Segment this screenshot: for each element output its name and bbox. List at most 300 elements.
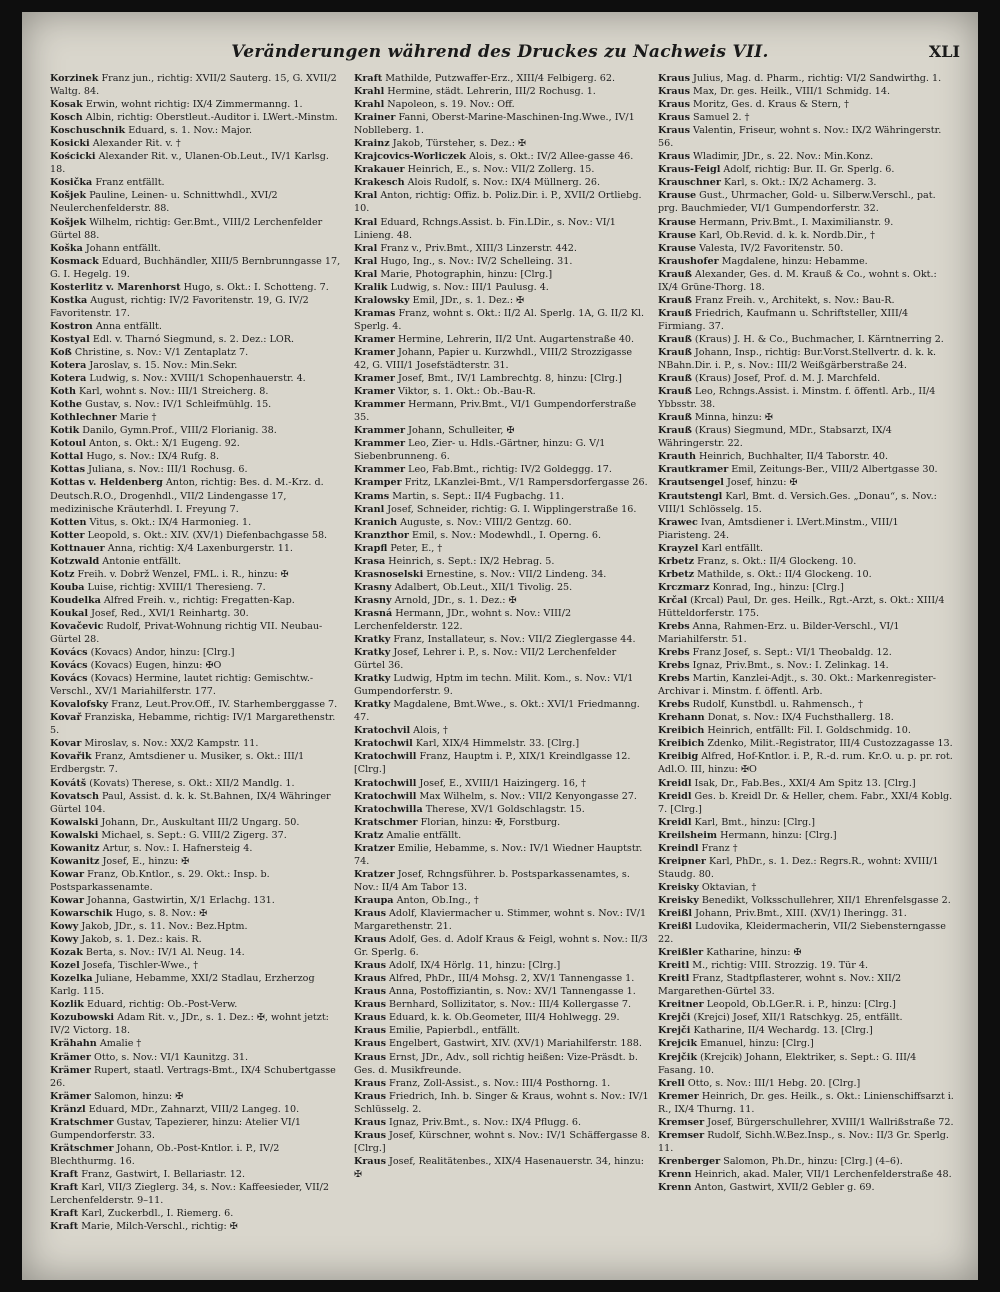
directory-entry xyxy=(658,568,954,581)
directory-entry xyxy=(354,633,650,646)
entry-text: Alois Rudolf, s. Nov.: IX/4 Müllnerg. 26. xyxy=(404,177,601,189)
entry-surname: Krauß xyxy=(658,294,692,306)
entry-surname: Krauß xyxy=(658,412,692,424)
entry-surname: Krayzel xyxy=(658,542,699,554)
entry-surname: Kreißler xyxy=(658,947,704,959)
entry-surname: Kreisky xyxy=(658,894,699,906)
entry-text: (Krcal) Paul, Dr. ges. Heilk., Rgt.-Arzt, s. Okt.: XIII/4 Hütteldorferstr. 175. xyxy=(658,594,945,619)
entry-text: Jakob, s. 1. Dez.: kais. R. xyxy=(78,934,202,946)
entry-text: Miroslav, s. Nov.: XX/2 Kampstr. 11. xyxy=(81,738,259,750)
entry-surname: Kraft xyxy=(50,1181,79,1193)
directory-entry xyxy=(50,72,346,98)
entry-text: Anton, richtig: Bes. d. M.-Krz. d. Deutsch.R.O., Drogenhdl., VII/2 Lindengasse 17, medizinische Kräuterhdl. I. Freyung 7. xyxy=(50,477,324,515)
entry-surname: Krajcovics-Worliczek xyxy=(354,151,467,163)
entry-text: Josef, Red., XVI/1 Reinhartg. 30. xyxy=(88,607,249,619)
entry-text: Franz, Hauptm i. P., XIX/1 Kreindlgasse 12. [Clrg.] xyxy=(354,751,631,776)
entry-text: Valentin, Friseur, wohnt s. Nov.: IX/2 Währingerstr. 56. xyxy=(658,125,942,150)
directory-entry xyxy=(354,255,650,268)
entry-text: Friedrich, Inh. b. Singer & Kraus, wohnt s. Nov.: IV/1 Schlüsselg. 2. xyxy=(354,1090,649,1115)
directory-entry xyxy=(50,359,346,372)
entry-surname: Kral xyxy=(354,190,378,202)
entry-text: Peter, E., † xyxy=(387,542,443,554)
entry-text: Franz entfällt. xyxy=(92,177,165,189)
entry-surname: Kratochvil xyxy=(354,725,411,737)
entry-text: Fanni, Oberst-Marine-Maschinen-Ing.Wwe., IV/1 Noblleberg. 1. xyxy=(354,112,635,137)
entry-text: Adolf, Klaviermacher u. Stimmer, wohnt s. Nov.: IV/1 Margarethenstr. 21. xyxy=(354,908,647,933)
entry-text: Franz, Installateur, s. Nov.: VII/2 Zieglergasse 44. xyxy=(390,634,636,646)
entry-surname: Kral xyxy=(354,216,378,228)
entry-text: Alexander Rit. v. † xyxy=(89,138,181,150)
column-1 xyxy=(50,72,346,1270)
entry-surname: Krähahn xyxy=(50,1038,97,1050)
entry-surname: Krauß xyxy=(658,373,692,385)
entry-text: Antonie entfällt. xyxy=(99,555,182,567)
entry-surname: Krauß xyxy=(658,268,692,280)
entry-text: Freih. v. Dobrž Wenzel, FML. i. R., hinzu: ✠ xyxy=(74,568,289,580)
entry-text: M., richtig: VIII. Strozzig. 19. Tür 4. xyxy=(689,960,869,972)
entry-text: Josef, Schneider, richtig: G. I. Wipplingerstraße 16. xyxy=(384,503,637,515)
entry-surname: Krasa xyxy=(354,555,386,567)
entry-text: Max Wilhelm, s. Nov.: VII/2 Kenyongasse 27. xyxy=(416,790,637,802)
entry-text: Salomon, hinzu: ✠ xyxy=(90,1090,184,1102)
entry-surname: Krauß xyxy=(658,346,692,358)
directory-page xyxy=(22,12,978,1280)
entry-surname: Krainz xyxy=(354,138,390,150)
directory-entry xyxy=(354,1037,650,1050)
entry-surname: Kostka xyxy=(50,294,88,306)
directory-entry xyxy=(658,85,954,98)
directory-entry xyxy=(50,829,346,842)
entry-text: Anna, Rahmen-Erz. u. Bilder-Verschl., VI/1 Mariahilferstr. 51. xyxy=(658,620,900,646)
entry-surname: Kostron xyxy=(50,320,93,332)
entry-text: Benedikt, Volksschullehrer, XII/1 Ehrenfelsgasse 2. xyxy=(698,894,951,906)
directory-entry xyxy=(50,816,346,829)
entry-text: Heinrich, s. Sept.: IX/2 Hebrag. 5. xyxy=(385,555,555,567)
entry-surname: Krautsengel xyxy=(658,477,724,489)
directory-entry xyxy=(50,646,346,659)
entry-surname: Krejčik xyxy=(658,1051,698,1063)
entry-surname: Kosicki xyxy=(50,138,90,150)
entry-surname: Kovács xyxy=(50,673,88,685)
entry-surname: Kraus xyxy=(658,125,690,137)
entry-surname: Kratzer xyxy=(354,868,395,880)
entry-surname: Kreindl xyxy=(658,842,699,854)
directory-entry xyxy=(658,463,954,476)
entry-text: Franz jun., richtig: XVII/2 Sauterg. 15, G. XVII/2 Waltg. 84. xyxy=(50,73,337,98)
entry-surname: Kratzer xyxy=(354,842,395,854)
entry-surname: Kralik xyxy=(354,281,388,293)
entry-text: Heinrich, akad. Maler, VII/1 Lerchenfelderstraße 48. xyxy=(691,1168,952,1180)
entry-surname: Kratky xyxy=(354,699,391,711)
entry-text: Hermann, Priv.Bmt., I. Maximilianstr. 9. xyxy=(696,216,894,228)
directory-entry xyxy=(354,1024,650,1037)
entry-text: Fritz, LKanzlei-Bmt., V/1 Rampersdorfergasse 26. xyxy=(401,477,648,489)
entry-surname: Krawec xyxy=(658,516,698,528)
directory-entry xyxy=(658,659,954,672)
entry-surname: Kreißl xyxy=(658,921,693,933)
entry-text: Mathilde, Putzwaffer-Erz., XIII/4 Felbigerg. 62. xyxy=(382,73,616,84)
entry-surname: Kraft xyxy=(50,1208,79,1220)
directory-entry xyxy=(50,176,346,189)
directory-entry xyxy=(658,829,954,842)
entry-text: Jakob, Türsteher, s. Dez.: ✠ xyxy=(389,138,527,150)
entry-surname: Kreipner xyxy=(658,855,706,867)
directory-entry xyxy=(354,646,650,672)
directory-entry xyxy=(50,568,346,581)
directory-entry xyxy=(50,529,346,542)
directory-entry xyxy=(658,581,954,594)
entry-text: Therese, XV/1 Goldschlagstr. 15. xyxy=(422,803,585,815)
entry-text: Karl, XIX/4 Himmelstr. 33. [Clrg.] xyxy=(412,738,580,750)
directory-entry xyxy=(50,1181,346,1207)
entry-surname: Kreibig xyxy=(658,751,699,763)
directory-entry xyxy=(50,385,346,398)
directory-entry xyxy=(658,189,954,215)
entry-surname: Krenberger xyxy=(658,1155,721,1167)
entry-surname: Kraupa xyxy=(354,894,394,906)
entry-surname: Kranl xyxy=(354,503,385,515)
entry-text: Amalie entfällt. xyxy=(383,829,462,841)
entry-text: Alois, † xyxy=(410,725,448,737)
entry-surname: Kränzl xyxy=(50,1103,86,1115)
directory-entry xyxy=(354,176,650,189)
entry-text: August, richtig: IV/2 Favoritenstr. 19, G. IV/2 Favoritenstr. 17. xyxy=(50,294,309,319)
entry-text: Hermine, städt. Lehrerin, III/2 Rochusg. 1. xyxy=(384,86,596,98)
entry-surname: Koška xyxy=(50,242,83,254)
directory-entry xyxy=(354,463,650,476)
directory-entry xyxy=(354,542,650,555)
entry-text: Ges. b. Kreidl Dr. & Heller, chem. Fabr., XXI/4 Koblg. 7. [Clrg.] xyxy=(658,790,953,815)
directory-entry xyxy=(354,972,650,985)
entry-text: Samuel 2. † xyxy=(690,112,750,124)
entry-surname: Koth xyxy=(50,386,76,398)
directory-entry xyxy=(658,946,954,959)
entry-text: Anton, Gastwirt, XVII/2 Gebler g. 69. xyxy=(691,1181,875,1193)
entry-text: Ludovika, Kleidermacherin, VII/2 Siebensterngasse 22. xyxy=(658,921,946,946)
directory-entry xyxy=(658,881,954,894)
entry-surname: Kowar xyxy=(50,868,85,880)
entry-text: Karl, Bmt., hinzu: [Clrg.] xyxy=(691,816,815,828)
entry-surname: Krause xyxy=(658,216,697,228)
directory-entry xyxy=(50,98,346,111)
directory-entry xyxy=(50,320,346,333)
entry-surname: Kreidl xyxy=(658,777,692,789)
directory-entry xyxy=(354,829,650,842)
directory-entry xyxy=(354,242,650,255)
directory-entry xyxy=(354,398,650,424)
entry-surname: Kreibich xyxy=(658,738,705,750)
entry-text: Ludwig, Hptm im techn. Milit. Kom., s. Nov.: VI/1 Gumpendorferstr. 9. xyxy=(354,673,634,698)
entry-text: Florian, hinzu: ✠, Forstburg. xyxy=(417,816,561,828)
entry-surname: Kraft xyxy=(354,73,383,84)
entry-text: Marie, Milch-Verschl., richtig: ✠ xyxy=(78,1221,238,1233)
entry-surname: Krebs xyxy=(658,647,690,659)
entry-surname: Krahl xyxy=(354,99,385,111)
entry-surname: Krapfl xyxy=(354,542,388,554)
entry-surname: Kratschmer xyxy=(50,1116,114,1128)
entry-surname: Krenn xyxy=(658,1181,692,1193)
entry-surname: Kranich xyxy=(354,516,398,528)
entry-text: Ludwig, s. Nov.: III/1 Paulusg. 4. xyxy=(387,281,549,293)
entry-surname: Krebs xyxy=(658,660,690,672)
entry-text: Martin, Kanzlei-Adjt., s. 30. Okt.: Markenregister-Archivar i. Minstm. f. öffentl. Arb. xyxy=(658,673,936,698)
directory-entry xyxy=(658,255,954,268)
directory-entry xyxy=(354,372,650,385)
directory-entry xyxy=(354,1077,650,1090)
directory-entry xyxy=(354,933,650,959)
directory-entry xyxy=(658,646,954,659)
entry-text: Johann, Priv.Bmt., XIII. (XV/1) Iheringg. 31. xyxy=(692,908,907,919)
entry-text: Adam Rit. v., JDr., s. 1. Dez.: ✠, wohnt jetzt: IV/2 Victorg. 18. xyxy=(50,1012,329,1037)
directory-entry xyxy=(50,1220,346,1233)
entry-surname: Kramer xyxy=(354,333,395,345)
entry-text: Franz, s. Okt.: II/4 Glockeng. 10. xyxy=(694,555,857,567)
entry-text: Hermann, JDr., wohnt s. Nov.: VIII/2 Lerchenfelderstr. 122. xyxy=(354,607,572,632)
entry-surname: Kraus xyxy=(354,1051,386,1063)
entry-surname: Kraus xyxy=(354,1077,386,1089)
directory-entry xyxy=(50,790,346,816)
entry-text: Eduard, Rchngs.Assist. b. Fin.LDir., s. Nov.: VI/1 Linieng. 48. xyxy=(354,216,616,241)
entry-text: Franz, Ob.Kntlor., s. 29. Okt.: Insp. b. Postsparkassenamte. xyxy=(50,868,270,893)
directory-entry xyxy=(50,1116,346,1142)
entry-text: Salomon, Ph.Dr., hinzu: [Clrg.] (4–6). xyxy=(720,1155,903,1167)
entry-surname: Kottas xyxy=(50,464,86,476)
entry-text: Ivan, Amtsdiener i. LVert.Minstm., VIII/1 Piaristeng. 24. xyxy=(658,516,899,541)
entry-text: (Krejci) Josef, XII/1 Ratschkyg. 25, entfällt. xyxy=(690,1012,903,1024)
entry-surname: Kraus xyxy=(354,1025,386,1037)
entry-surname: Kotzwald xyxy=(50,555,100,567)
directory-entry xyxy=(50,516,346,529)
entry-surname: Kowalski xyxy=(50,816,99,828)
entry-surname: Košjek xyxy=(50,190,87,202)
entry-text: Vitus, s. Okt.: IX/4 Harmonieg. 1. xyxy=(86,516,252,528)
entry-text: Alfred Freih. v., richtig: Fregatten-Kap. xyxy=(100,594,295,606)
entry-text: Viktor, s. 1. Okt.: Ob.-Bau-R. xyxy=(394,386,536,398)
entry-surname: Krause xyxy=(658,190,697,202)
entry-text: Karl, VII/3 Zieglerg. 34, s. Nov.: Kaffeesieder, VII/2 Lerchenfelderstr. 9–11. xyxy=(50,1181,330,1207)
entry-surname: Krause xyxy=(658,229,697,241)
entry-text: Donat, s. Nov.: IX/4 Fuchsthallerg. 18. xyxy=(704,712,894,724)
entry-text: Josef, hinzu: ✠ xyxy=(723,477,798,489)
entry-surname: Koschuschnik xyxy=(50,125,126,137)
entry-surname: Kovačevic xyxy=(50,620,104,632)
entry-surname: Koudelka xyxy=(50,594,101,606)
directory-entry xyxy=(354,1051,650,1077)
entry-surname: Kozlik xyxy=(50,999,84,1011)
entry-surname: Kraus xyxy=(354,1155,386,1167)
directory-entry xyxy=(354,1011,650,1024)
entry-surname: Krehann xyxy=(658,712,705,724)
directory-entry xyxy=(50,1051,346,1064)
directory-entry xyxy=(658,98,954,111)
entry-text: Adolf, Ges. d. Adolf Kraus & Feigl, wohnt s. Nov.: II/3 Gr. Sperlg. 6. xyxy=(354,934,648,959)
entry-text: Franz, Leut.Prov.Off., IV. Starhemberggasse 7. xyxy=(108,699,338,711)
directory-entry xyxy=(354,777,650,790)
directory-entry xyxy=(50,294,346,320)
entry-text: Rudolf, Sichh.W.Bez.Insp., s. Nov.: II/3 Gr. Sperlg. 11. xyxy=(658,1129,949,1154)
entry-surname: Kratky xyxy=(354,647,391,659)
entry-text: Heinrich, Dr. ges. Heilk., s. Okt.: Linienschiffsarzt i. R., IX/4 Thurng. 11. xyxy=(658,1090,954,1115)
entry-text: Eduard, k. k. Ob.Geometer, III/4 Hohlwegg. 29. xyxy=(386,1012,620,1024)
directory-entry xyxy=(50,372,346,385)
entry-surname: Kozubowski xyxy=(50,1012,115,1024)
entry-text: Christine, s. Nov.: V/1 Zentaplatz 7. xyxy=(71,346,249,358)
entry-text: Katharine, II/4 Wechardg. 13. [Clrg.] xyxy=(690,1025,873,1037)
directory-entry xyxy=(50,998,346,1011)
directory-entry xyxy=(354,555,650,568)
entry-surname: Kramas xyxy=(354,307,396,319)
directory-entry xyxy=(50,920,346,933)
entry-text: Luise, richtig: XVIII/1 Theresieng. 7. xyxy=(84,581,266,593)
directory-entry xyxy=(354,346,650,372)
directory-entry xyxy=(354,1155,650,1181)
directory-entry xyxy=(50,750,346,776)
directory-entry xyxy=(50,111,346,124)
entry-surname: Krčal xyxy=(658,594,688,606)
entry-text: Leo, Fab.Bmt., richtig: IV/2 Goldeggg. 17. xyxy=(405,464,612,476)
entry-surname: Korzinek xyxy=(50,73,99,84)
entry-text: (Kovacs) Andor, hinzu: [Clrg.] xyxy=(87,647,235,659)
entry-surname: Krasny xyxy=(354,594,392,606)
directory-entry xyxy=(50,946,346,959)
directory-entry xyxy=(658,516,954,542)
directory-entry xyxy=(658,842,954,855)
directory-entry xyxy=(50,411,346,424)
directory-entry xyxy=(354,790,650,803)
entry-surname: Krbetz xyxy=(658,568,695,580)
entry-text: Gustav, Tapezierer, hinzu: Atelier VI/1 Gumpendorferstr. 33. xyxy=(50,1116,301,1141)
directory-entry xyxy=(658,790,954,816)
entry-surname: Kraus xyxy=(354,934,386,946)
entry-surname: Kotera xyxy=(50,360,87,372)
entry-text: Danilo, Gymn.Prof., VIII/2 Florianig. 38. xyxy=(79,425,277,437)
directory-entry xyxy=(50,476,346,515)
entry-surname: Kovács xyxy=(50,660,88,672)
entry-text: Franz, wohnt s. Okt.: II/2 Al. Sperlg. 1A, G. II/2 Kl. Sperlg. 4. xyxy=(354,307,645,332)
entry-surname: Kotten xyxy=(50,516,87,528)
directory-entry xyxy=(354,737,650,750)
entry-surname: Kostyal xyxy=(50,333,90,345)
entry-text: Johann, Insp., richtig: Bur.Vorst.Stellvertr. d. k. k. NBahn.Dir. i. P., s. Nov.: III/2 Weißgärberstraße 24. xyxy=(658,346,937,372)
directory-entry xyxy=(658,920,954,946)
entry-text: (Kraus) J. H. & Co., Buchmacher, I. Kärntnerring 2. xyxy=(691,333,944,345)
directory-entry xyxy=(354,1129,650,1155)
entry-text: Zdenko, Milit.-Registrator, III/4 Custozzagasse 13. xyxy=(704,738,953,750)
entry-text: Wladimir, JDr., s. 22. Nov.: Min.Konz. xyxy=(690,151,874,163)
entry-text: Johann, Ob.-Post-Kntlor. i. P., IV/2 Blechthurmg. 16. xyxy=(50,1142,280,1167)
page-number: XLI xyxy=(928,42,960,61)
entry-text: Emil, JDr., s. 1. Dez.: ✠ xyxy=(409,294,525,306)
entry-text: Hermine, Lehrerin, II/2 Unt. Augartenstraße 40. xyxy=(394,333,635,345)
entry-text: Michael, s. Sept.: G. VIII/2 Zigerg. 37. xyxy=(98,829,287,841)
directory-entry xyxy=(658,816,954,829)
directory-entry xyxy=(658,959,954,972)
entry-text: Alexander Rit. v., Ulanen-Ob.Leut., IV/1 Karlsg. 18. xyxy=(50,151,329,176)
entry-text: Isak, Dr., Fab.Bes., XXI/4 Am Spitz 13. [Clrg.] xyxy=(691,777,916,789)
entry-text: Eduard, MDr., Zahnarzt, VIII/2 Langeg. 10. xyxy=(85,1103,300,1115)
entry-text: Franz, Amtsdiener u. Musiker, s. Okt.: III/1 Erdbergstr. 7. xyxy=(50,751,305,776)
entry-surname: Kral xyxy=(354,242,378,254)
entry-text: Hugo, s. Okt.: I. Schotteng. 7. xyxy=(180,281,329,293)
entry-surname: Kratky xyxy=(354,634,391,646)
entry-text: Josef, E., XVIII/1 Haizingerg. 16, † xyxy=(416,777,586,789)
directory-entry xyxy=(50,737,346,750)
directory-entry xyxy=(658,268,954,294)
entry-text: Anton, Ob.Ing., † xyxy=(393,894,479,906)
directory-entry xyxy=(50,581,346,594)
entry-surname: Kowalski xyxy=(50,829,99,841)
entry-surname: Kozelka xyxy=(50,973,93,985)
directory-entry xyxy=(354,985,650,998)
directory-entry xyxy=(658,1181,954,1194)
entry-text: Marie, Photographin, hinzu: [Clrg.] xyxy=(377,268,553,280)
entry-text: Josef, Lehrer i. P., s. Nov.: VII/2 Lerchenfelder Gürtel 36. xyxy=(354,647,617,672)
directory-entry xyxy=(354,490,650,503)
entry-surname: Kraft xyxy=(50,1221,79,1233)
directory-entry xyxy=(50,1037,346,1050)
entry-surname: Kratochwill xyxy=(354,790,417,802)
entry-text: Josef, Bmt., IV/1 Lambrechtg. 8, hinzu: [Clrg.] xyxy=(394,373,622,385)
entry-text: Juliane, Hebamme, XXI/2 Stadlau, Erzherzog Karlg. 115. xyxy=(50,973,315,998)
directory-entry xyxy=(354,568,650,581)
column-2 xyxy=(354,72,650,1270)
entry-text: Anna, Postoffiziantin, s. Nov.: XV/1 Tannengasse 1. xyxy=(386,986,636,998)
directory-entry xyxy=(354,385,650,398)
directory-entry xyxy=(354,216,650,242)
entry-text: Franz, Gastwirt, I. Bellariastr. 12. xyxy=(78,1168,246,1180)
directory-entry xyxy=(50,424,346,437)
directory-entry xyxy=(50,542,346,555)
entry-surname: Kraus xyxy=(354,1038,386,1050)
entry-surname: Krejči xyxy=(658,1025,691,1037)
entry-surname: Kraus xyxy=(354,960,386,972)
directory-entry xyxy=(354,724,650,737)
entry-surname: Kraus xyxy=(354,1012,386,1024)
entry-surname: Kraus xyxy=(354,1129,386,1141)
directory-entry xyxy=(658,777,954,790)
entry-surname: Krakesch xyxy=(354,177,405,189)
directory-entry xyxy=(354,333,650,346)
directory-entry xyxy=(658,724,954,737)
entry-surname: Kovalofsky xyxy=(50,699,109,711)
entry-surname: Kozak xyxy=(50,947,83,959)
entry-text: Otto, s. Nov.: III/1 Hebg. 20. [Clrg.] xyxy=(684,1077,861,1089)
directory-entry xyxy=(50,398,346,411)
entry-surname: Kovatsch xyxy=(50,790,99,802)
entry-text: Adolf, IX/4 Hörlg. 11, hinzu: [Clrg.] xyxy=(386,960,561,972)
directory-entry xyxy=(354,111,650,137)
directory-entry xyxy=(354,268,650,281)
directory-entry xyxy=(50,933,346,946)
entry-surname: Kraft xyxy=(50,1168,79,1180)
entry-text: Emil, Zeitungs-Ber., VIII/2 Albertgasse 30. xyxy=(728,464,938,476)
entry-surname: Kovařik xyxy=(50,751,92,763)
entry-surname: Kremser xyxy=(658,1129,705,1141)
entry-surname: Kovács xyxy=(50,647,88,659)
entry-surname: Kotz xyxy=(50,568,75,580)
entry-surname: Kotera xyxy=(50,373,87,385)
entry-surname: Krasnoselski xyxy=(354,568,424,580)
directory-entry xyxy=(50,346,346,359)
directory-entry xyxy=(658,1077,954,1090)
directory-entry xyxy=(658,424,954,450)
entry-text: Alois, s. Okt.: IV/2 Allee-gasse 46. xyxy=(466,151,634,163)
directory-entry xyxy=(354,842,650,868)
entry-surname: Kratochwil xyxy=(354,738,413,750)
column-3 xyxy=(658,72,954,1270)
entry-text: Albin, richtig: Oberstleut.-Auditor i. LWert.-Minstm. xyxy=(82,112,338,124)
entry-surname: Kraus xyxy=(354,999,386,1011)
